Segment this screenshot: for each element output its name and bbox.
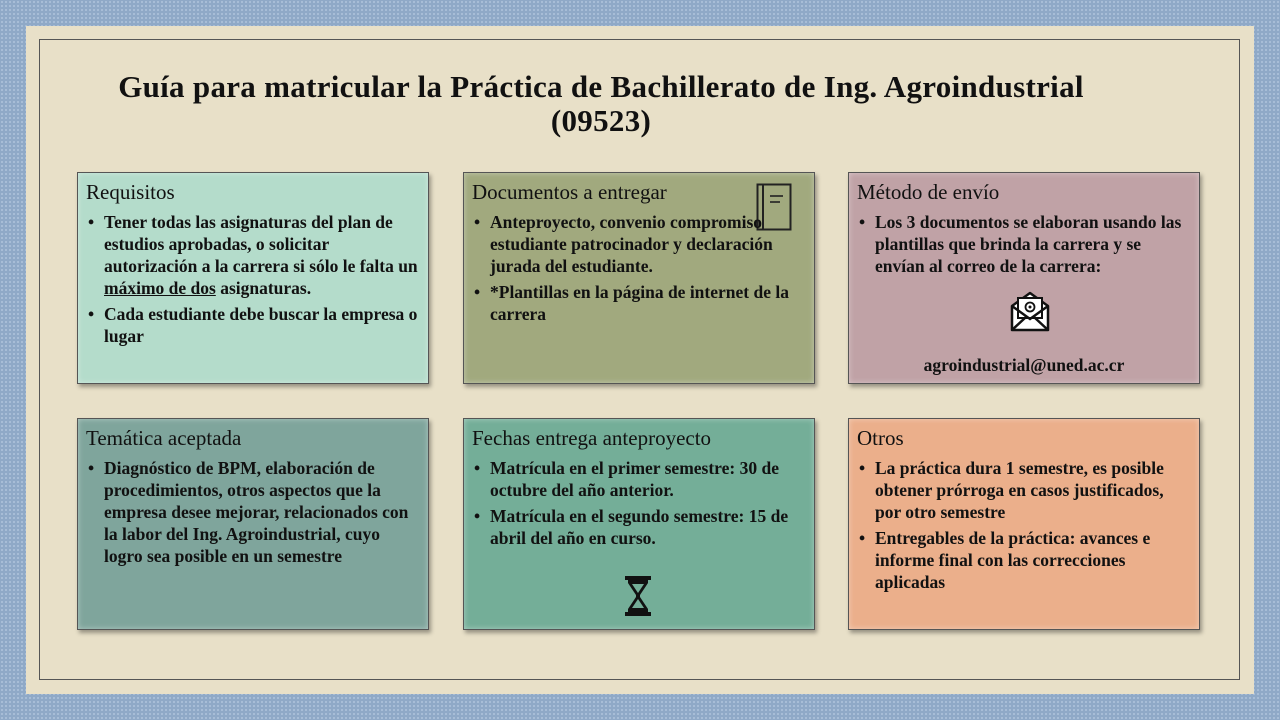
item-text: asignaturas. <box>215 278 312 298</box>
item-text: Tener todas las asignaturas del plan de estudios aprobadas, o solicitar autorización a la carrera si sólo le falta un <box>104 212 418 276</box>
card-heading: Requisitos <box>86 180 175 204</box>
page-title: Guía para matricular la Práctica de Bachillerato de Ing. Agroindustrial (09523) <box>118 69 1084 138</box>
card-heading: Fechas entrega anteproyecto <box>472 426 712 450</box>
card-requisitos <box>77 172 429 384</box>
bullet-list <box>86 457 420 567</box>
email-address[interactable]: agroindustrial@uned.ac.cr <box>923 355 1125 375</box>
bullet-list <box>857 457 1191 593</box>
card-otros <box>848 418 1200 630</box>
card-heading: Otros <box>857 426 904 450</box>
slide <box>26 26 1254 694</box>
list-item <box>86 211 420 299</box>
card-documentos <box>463 172 815 384</box>
list-item: • Diagnóstico de BPM, elaboración de procedimientos, otros aspectos que la empresa desee mejorar, relacionados con la labor del Ing. Agroindustrial, cuyo logro sea posible en un semestre <box>86 457 420 567</box>
card-heading: Método de envío <box>857 180 1000 204</box>
underlined-text: máximo de dos <box>104 278 216 298</box>
email-envelope-icon <box>1009 289 1051 338</box>
list-item: • Anteproyecto, convenio compromiso estudiante patrocinador y declaración jurada del estudiante. <box>472 211 806 277</box>
list-item: • La práctica dura 1 semestre, es posible obtener prórroga en casos justificados, por otro semestre <box>857 457 1191 523</box>
list-item: • Cada estudiante debe buscar la empresa o lugar <box>86 303 420 347</box>
bullet-list <box>472 211 806 325</box>
card-heading: Temática aceptada <box>86 426 242 450</box>
card-fechas <box>463 418 815 630</box>
bullet-list <box>86 211 420 347</box>
card-tematica <box>77 418 429 630</box>
list-item: • *Plantillas en la página de internet de la carrera <box>472 281 806 325</box>
bullet-list <box>857 211 1191 277</box>
hourglass-icon <box>624 575 652 622</box>
card-heading: Documentos a entregar <box>472 180 667 204</box>
list-item: • Matrícula en el primer semestre: 30 de octubre del año anterior. <box>472 457 806 501</box>
list-item: • Los 3 documentos se elaboran usando las plantillas que brinda la carrera y se envían al correo de la carrera: <box>857 211 1191 277</box>
list-item: • Entregables de la práctica: avances e informe final con las correcciones aplicadas <box>857 527 1191 593</box>
bullet-list <box>472 457 806 549</box>
list-item: • Matrícula en el segundo semestre: 15 de abril del año en curso. <box>472 505 806 549</box>
card-metodo-envio <box>848 172 1200 384</box>
